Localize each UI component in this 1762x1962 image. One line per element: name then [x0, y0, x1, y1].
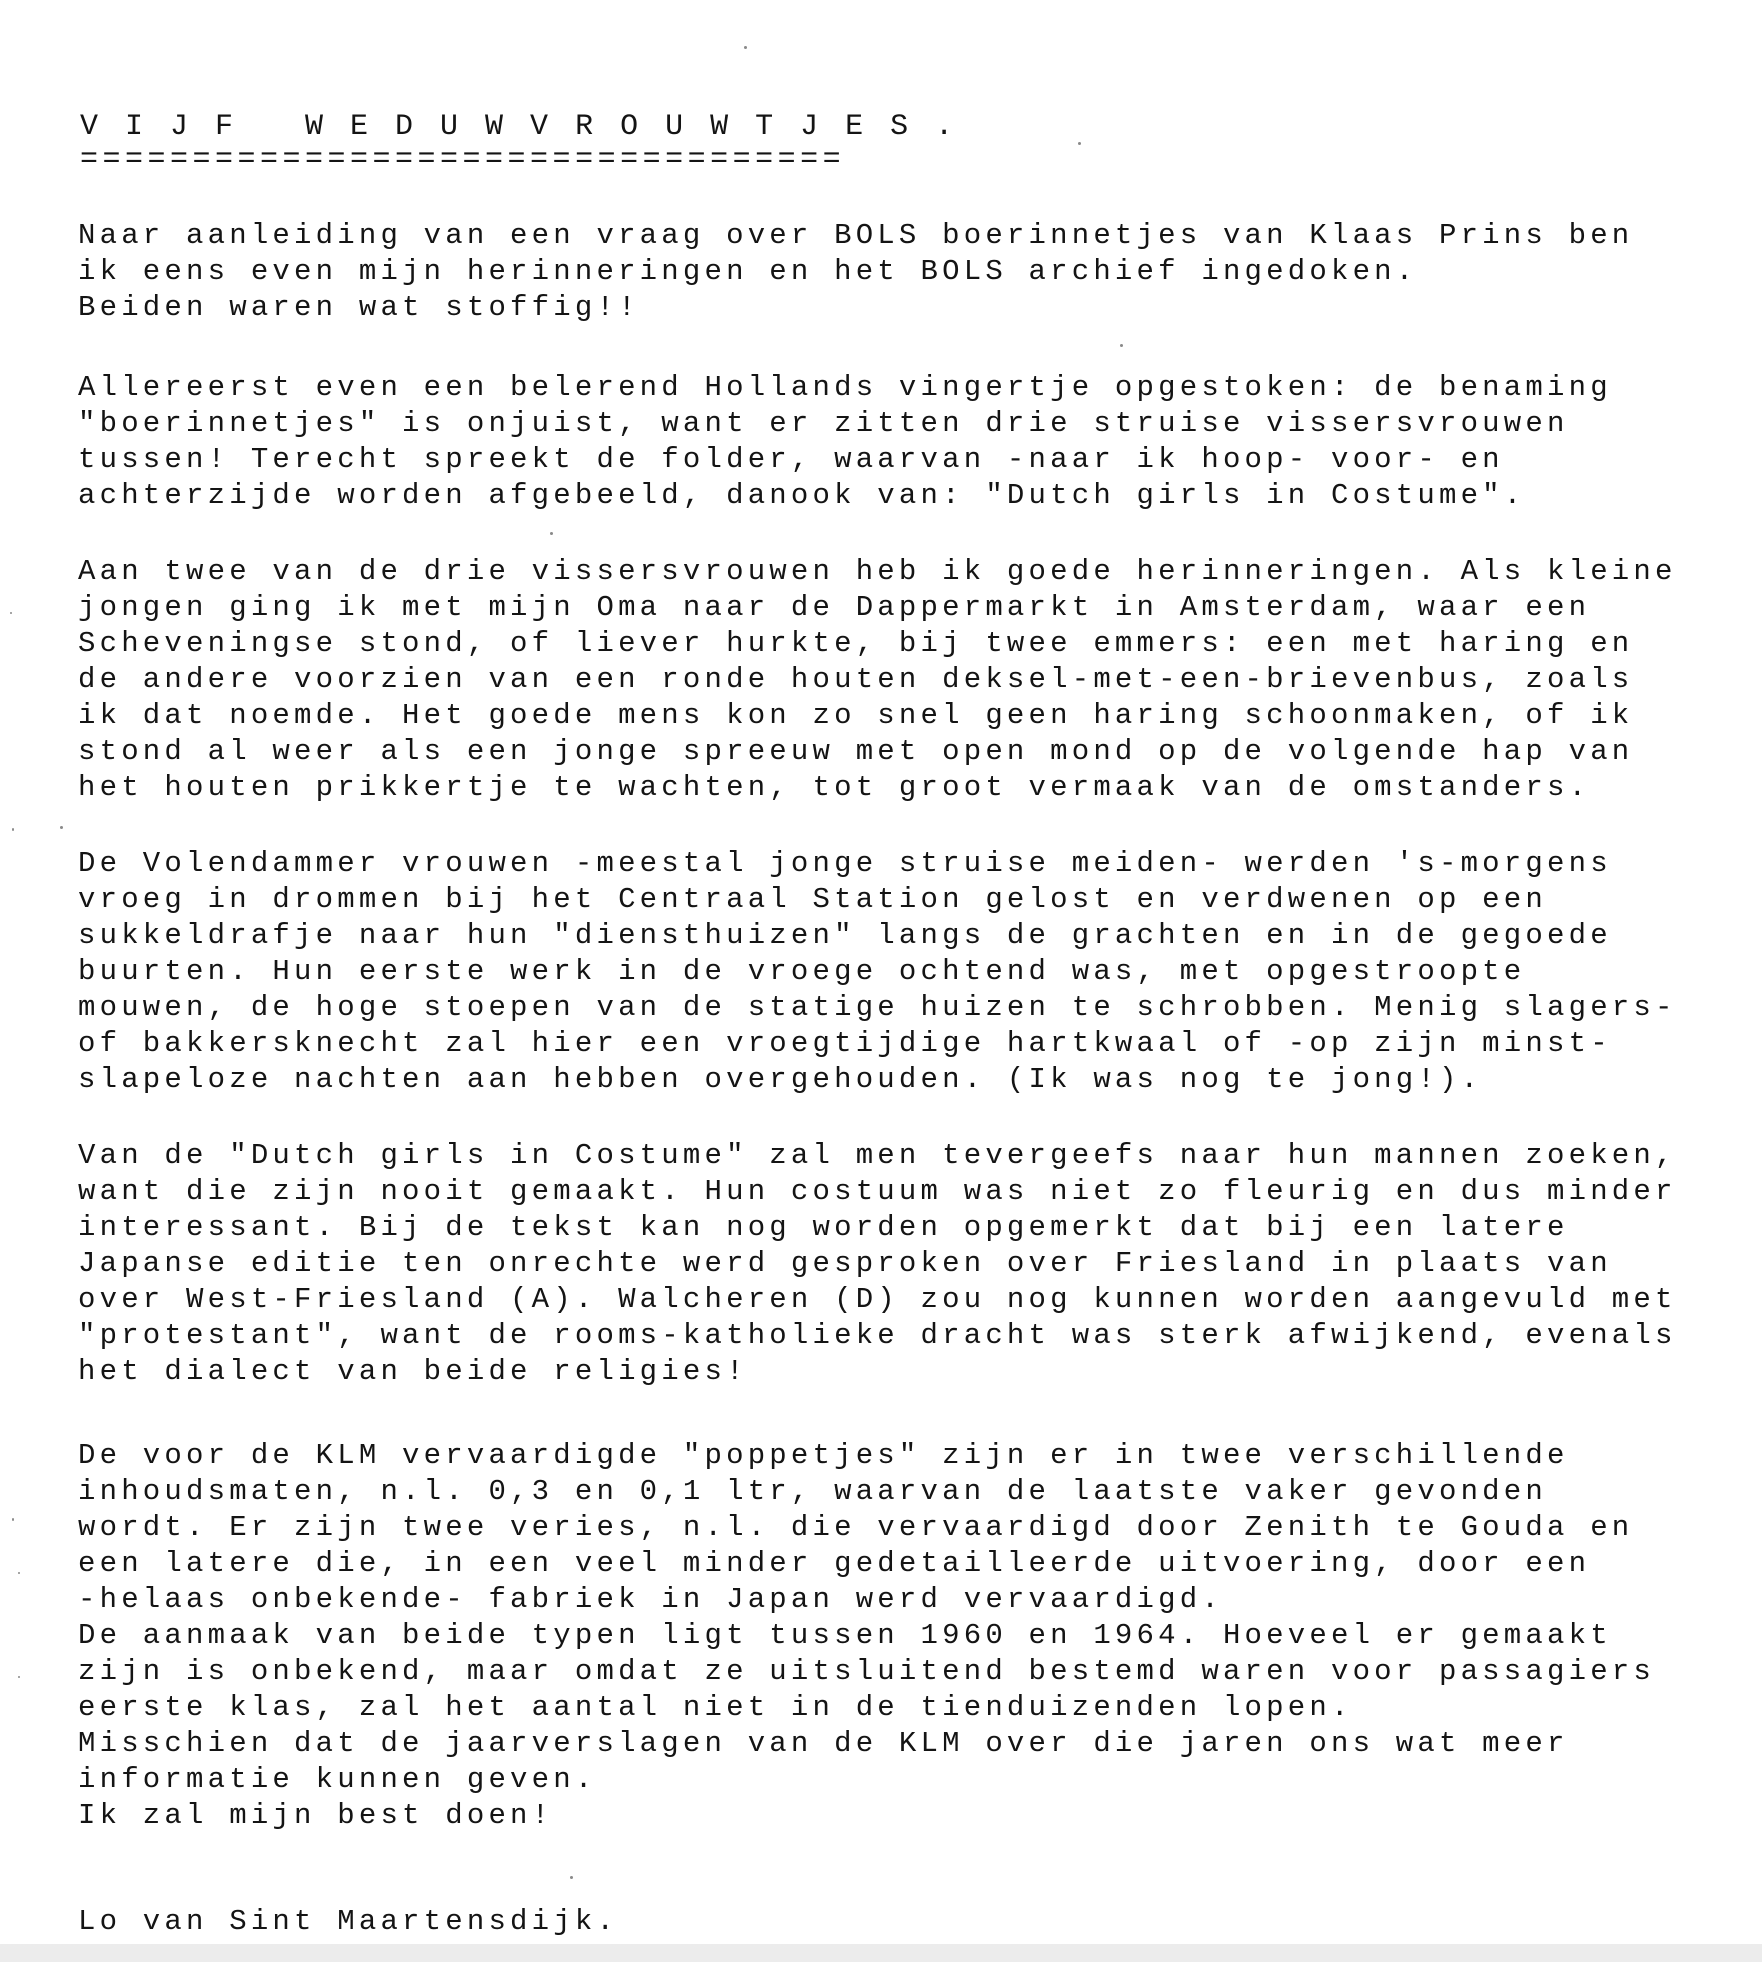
paragraph-5-line-7: het dialect van beide religies! [78, 1355, 748, 1388]
paragraph-5-line-6: "protestant", want de rooms-katholieke dracht was sterk afwijkend, evenals [78, 1319, 1677, 1352]
paragraph-2-line-2: "boerinnetjes" is onjuist, want er zitten drie struise vissersvrouwen [78, 407, 1569, 440]
scan-bottom-edge [0, 1944, 1762, 1962]
paragraph-4-line-2: vroeg in drommen bij het Centraal Station gelost en verdwenen op een [78, 883, 1547, 916]
paragraph-6-line-2: inhoudsmaten, n.l. 0,3 en 0,1 ltr, waarvan de laatste vaker gevonden [78, 1475, 1547, 1508]
paragraph-6-line-1: De voor de KLM vervaardigde "poppetjes" zijn er in twee verschillende [78, 1439, 1569, 1472]
scan-speck [744, 46, 747, 49]
paragraph-3-line-4: de andere voorzien van een ronde houten deksel-met-een-brievenbus, zoals [78, 663, 1634, 696]
paragraph-1-line-2: ik eens even mijn herinneringen en het BOLS archief ingedoken. [78, 255, 1418, 288]
scan-speck [12, 1518, 14, 1521]
paragraph-3-line-1: Aan twee van de drie vissersvrouwen heb ik goede herinneringen. Als kleine [78, 555, 1677, 588]
paragraph-4-line-5: mouwen, de hoge stoepen van de statige huizen te schrobben. Menig slagers- [78, 991, 1677, 1024]
paragraph-5-line-1: Van de "Dutch girls in Costume" zal men tevergeefs naar hun mannen zoeken, [78, 1139, 1677, 1172]
scan-speck [18, 1676, 20, 1678]
paragraph-5-line-2: want die zijn nooit gemaakt. Hun costuum was niet zo fleurig en dus minder [78, 1175, 1677, 1208]
scan-speck [1120, 344, 1123, 347]
paragraph-5-line-5: over West-Friesland (A). Walcheren (D) zou nog kunnen worden aangevuld met [78, 1283, 1677, 1316]
paragraph-2-line-4: achterzijde worden afgebeeld, danook van: "Dutch girls in Costume". [78, 479, 1526, 512]
scan-speck [60, 826, 63, 829]
signature: Lo van Sint Maartensdijk. [78, 1905, 619, 1938]
paragraph-3-line-6: stond al weer als een jonge spreeuw met open mond op de volgende hap van [78, 735, 1634, 768]
paragraph-3-line-5: ik dat noemde. Het goede mens kon zo snel geen haring schoonmaken, of ik [78, 699, 1634, 732]
paragraph-5-line-4: Japanse editie ten onrechte werd gesproken over Friesland in plaats van [78, 1247, 1612, 1280]
document-title: V I J F W E D U W V R O U W T J E S . [80, 110, 958, 144]
paragraph-1-line-1: Naar aanleiding van een vraag over BOLS boerinnetjes van Klaas Prins ben [78, 219, 1634, 252]
paragraph-6-line-11: Ik zal mijn best doen! [78, 1799, 554, 1832]
scan-speck [18, 1572, 20, 1574]
scan-speck [12, 828, 14, 831]
scan-speck [10, 612, 12, 614]
paragraph-6-line-4: een latere die, in een veel minder gedetailleerde uitvoering, door een [78, 1547, 1591, 1580]
paragraph-5-line-3: interessant. Bij de tekst kan nog worden opgemerkt dat bij een latere [78, 1211, 1569, 1244]
paragraph-3-line-3: Scheveningse stond, of liever hurkte, bij twee emmers: een met haring en [78, 627, 1634, 660]
paragraph-6-line-10: informatie kunnen geven. [78, 1763, 597, 1796]
paragraph-4-line-4: buurten. Hun eerste werk in de vroege ochtend was, met opgestroopte [78, 955, 1526, 988]
paragraph-4-line-1: De Volendammer vrouwen -meestal jonge struise meiden- werden 's-morgens [78, 847, 1612, 880]
paragraph-3-line-2: jongen ging ik met mijn Oma naar de Dappermarkt in Amsterdam, waar een [78, 591, 1591, 624]
paragraph-6-line-6: De aanmaak van beide typen ligt tussen 1960 en 1964. Hoeveel er gemaakt [78, 1619, 1612, 1652]
paragraph-4-line-3: sukkeldrafje naar hun "diensthuizen" langs de grachten en in de gegoede [78, 919, 1612, 952]
paragraph-6-line-8: eerste klas, zal het aantal niet in de tienduizenden lopen. [78, 1691, 1353, 1724]
paragraph-4-line-6: of bakkersknecht zal hier een vroegtijdige hartkwaal of -op zijn minst- [78, 1027, 1612, 1060]
paragraph-6-line-9: Misschien dat de jaarverslagen van de KLM over die jaren ons wat meer [78, 1727, 1569, 1760]
title-underline: ================================== [80, 143, 846, 177]
paragraph-6-line-5: -helaas onbekende- fabriek in Japan werd vervaardigd. [78, 1583, 1223, 1616]
scan-speck [570, 1876, 573, 1879]
paragraph-2-line-1: Allereerst even een belerend Hollands vingertje opgestoken: de benaming [78, 371, 1612, 404]
paragraph-1-line-3: Beiden waren wat stoffig!! [78, 291, 640, 324]
paragraph-6-line-3: wordt. Er zijn twee veries, n.l. die vervaardigd door Zenith te Gouda en [78, 1511, 1634, 1544]
scan-speck [550, 532, 553, 535]
paragraph-3-line-7: het houten prikkertje te wachten, tot groot vermaak van de omstanders. [78, 771, 1591, 804]
paragraph-4-line-7: slapeloze nachten aan hebben overgehouden. (Ik was nog te jong!). [78, 1063, 1483, 1096]
scan-speck [1078, 142, 1081, 145]
paragraph-6-line-7: zijn is onbekend, maar omdat ze uitsluitend bestemd waren voor passagiers [78, 1655, 1656, 1688]
paragraph-2-line-3: tussen! Terecht spreekt de folder, waarvan -naar ik hoop- voor- en [78, 443, 1504, 476]
